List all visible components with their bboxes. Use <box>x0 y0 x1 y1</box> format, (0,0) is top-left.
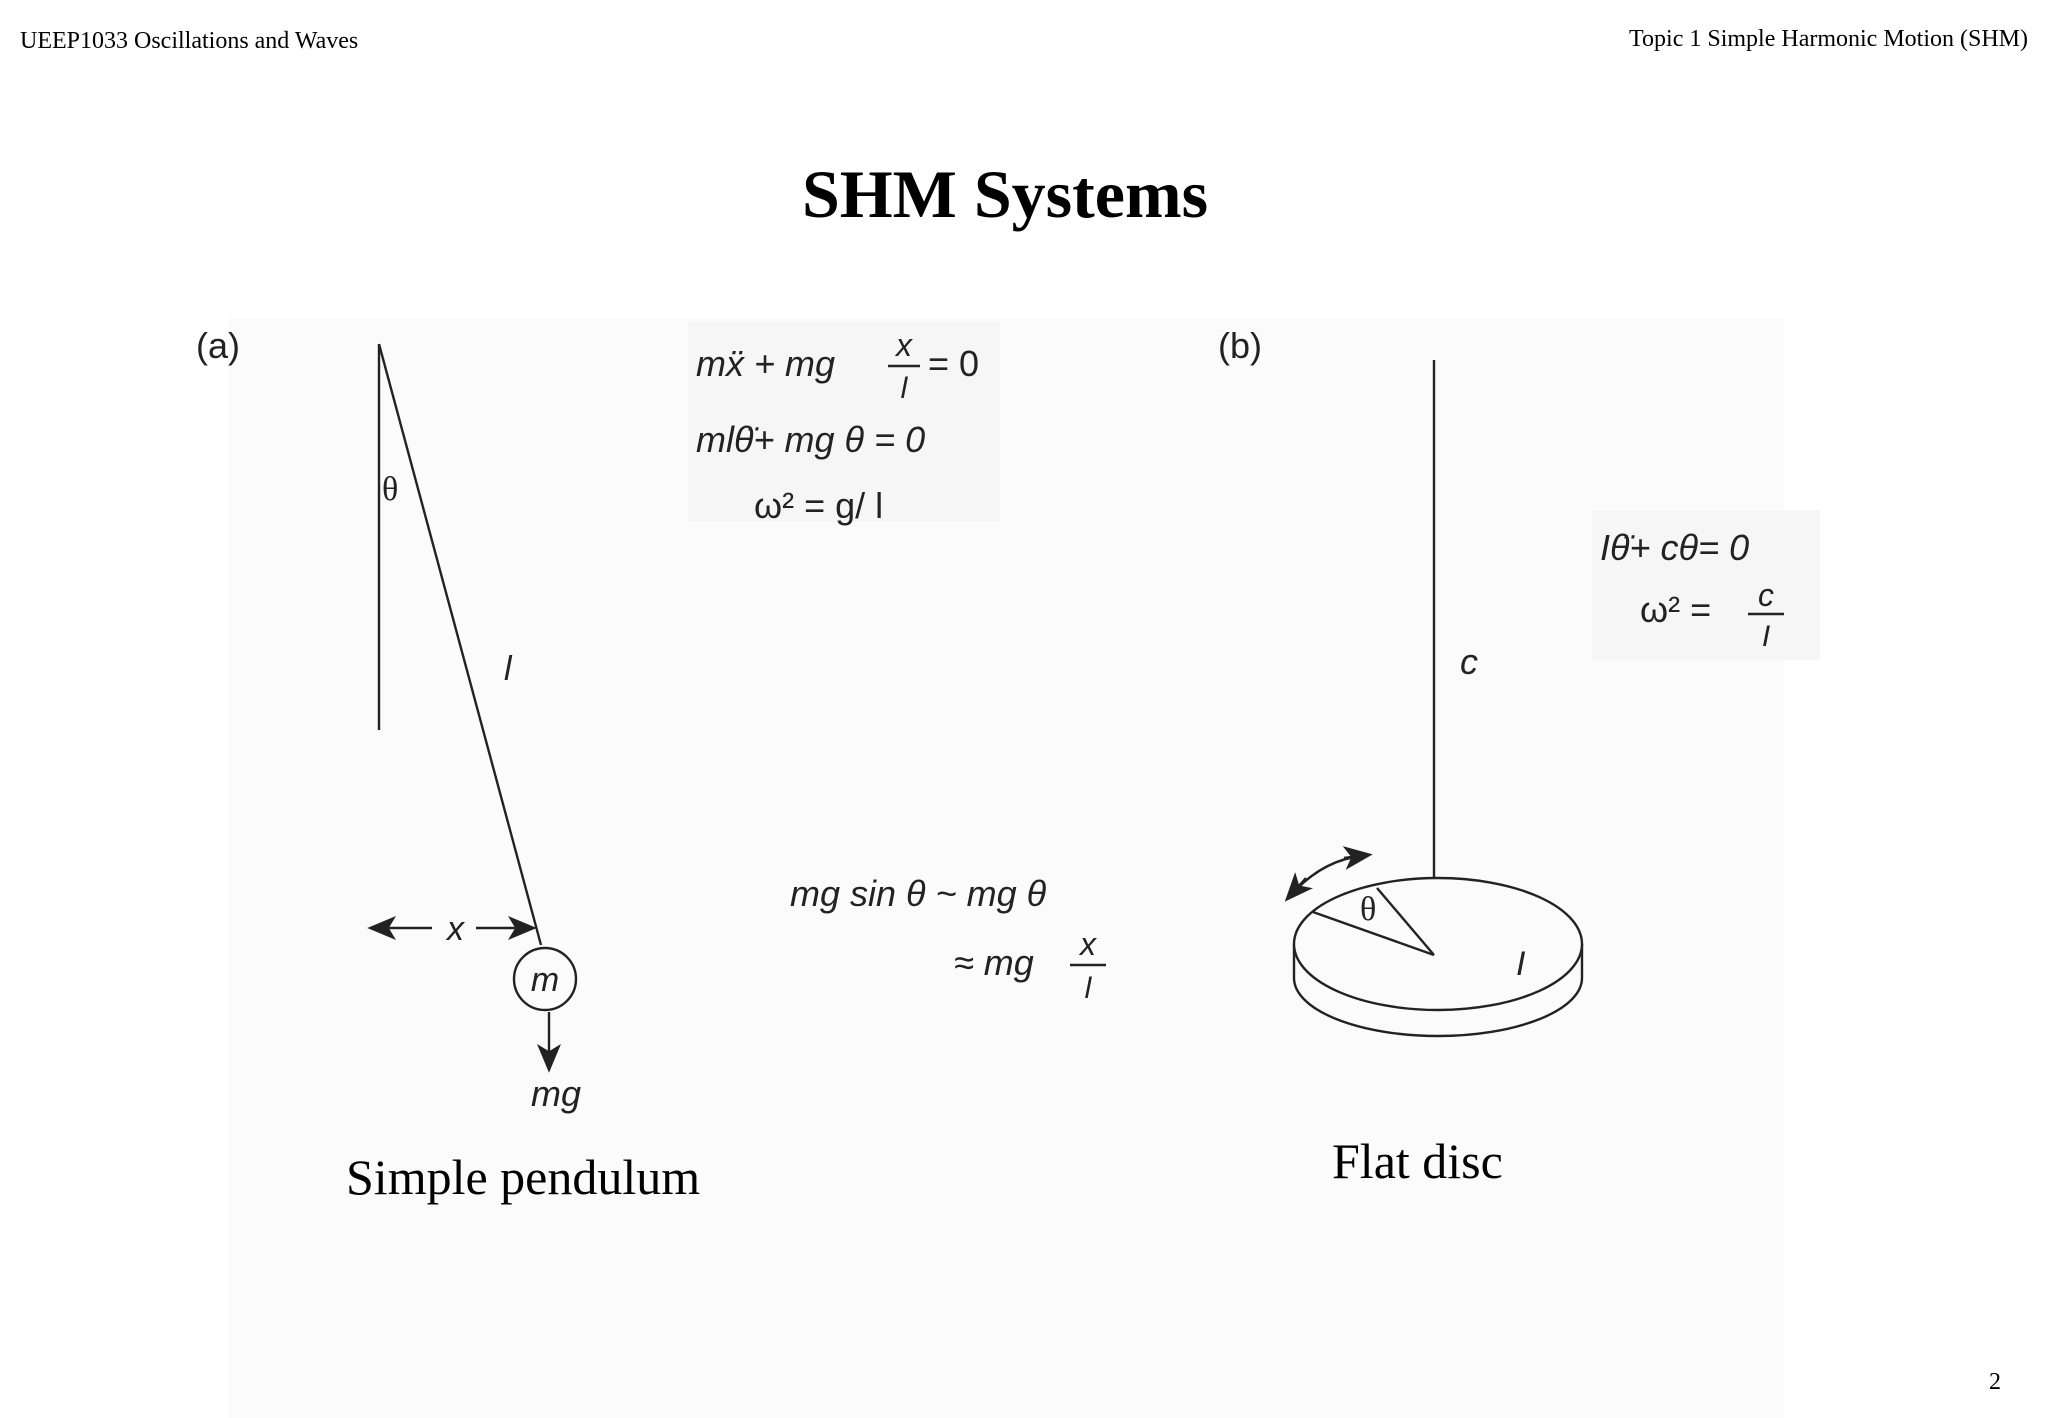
equation-b2-numerator: c <box>1758 577 1774 613</box>
mass-label: m <box>530 961 560 999</box>
displacement-label: x <box>447 910 464 948</box>
equation-b2-left: ω² = <box>1640 589 1712 630</box>
theta-angle-label: θ <box>382 471 399 508</box>
equation-a1-left: mẍ + mg <box>696 343 836 384</box>
equation-b1: Iθ̈+ cθ= 0 <box>1600 527 1750 568</box>
approximation-numerator: x <box>1080 926 1096 962</box>
weight-label: mg <box>530 1073 582 1114</box>
equation-b2-denominator: I <box>1761 620 1771 653</box>
header-course: UEEP1033 Oscillations and Waves <box>20 28 359 54</box>
figure-a-label: (a) <box>196 325 240 366</box>
disc-theta-label: θ <box>1360 891 1377 928</box>
torsion-constant-label: c <box>1460 641 1478 682</box>
disc-top <box>1294 878 1582 1010</box>
equation-a2: mlθ̈+ mg θ = 0 <box>696 419 926 460</box>
approximation-denominator: l <box>1084 972 1092 1005</box>
figure-background <box>228 318 1784 1418</box>
figure-b-label: (b) <box>1218 325 1262 366</box>
small-angle-approximation: mg sin θ ~ mg θ <box>790 873 1047 914</box>
approximation-left: ≈ mg <box>954 942 1034 983</box>
caption-flat-disc: Flat disc <box>1332 1133 1503 1189</box>
header-topic: Topic 1 Simple Harmonic Motion (SHM) <box>1629 26 2028 52</box>
page-number: 2 <box>1989 1369 2001 1395</box>
equation-a1-right: = 0 <box>928 343 980 384</box>
equation-a1-denominator: l <box>900 372 908 405</box>
page-title: SHM Systems <box>801 156 1209 232</box>
length-label: l <box>504 650 512 688</box>
moment-of-inertia-label: I <box>1516 945 1526 983</box>
equation-a3: ω² = g/ l <box>754 485 884 526</box>
equation-a1-numerator: x <box>896 327 912 363</box>
caption-simple-pendulum: Simple pendulum <box>346 1149 701 1205</box>
